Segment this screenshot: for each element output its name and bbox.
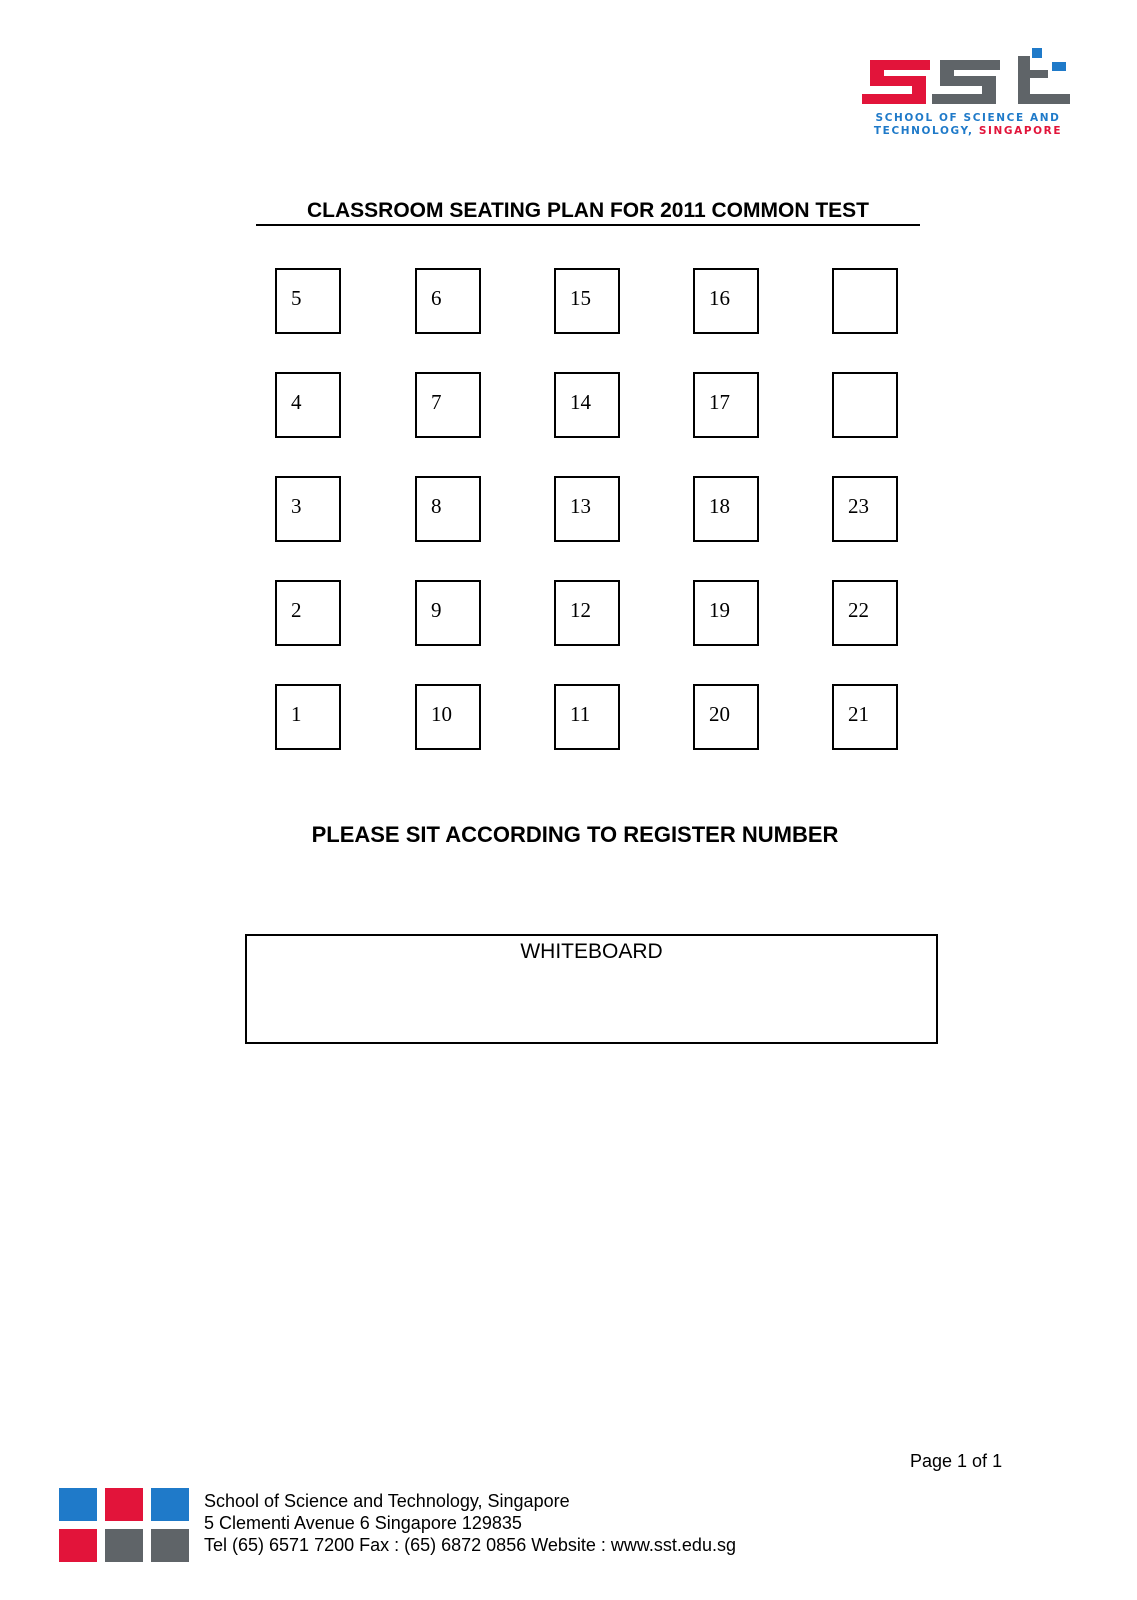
seat-box [275, 268, 341, 334]
seat-box [832, 684, 898, 750]
seat-number: 15 [570, 286, 591, 310]
seating-grid [0, 0, 1137, 760]
whiteboard-label: WHITEBOARD [520, 940, 663, 963]
page-number: Page 1 of 1 [910, 1451, 1003, 1471]
logo-line-1: SCHOOL OF SCIENCE AND [875, 112, 1061, 124]
seat-box [554, 372, 620, 438]
seat-number: 3 [291, 494, 302, 518]
footer-address [204, 1490, 736, 1556]
seat-box [554, 684, 620, 750]
seat-number: 22 [848, 598, 869, 622]
seat-box [693, 268, 759, 334]
whiteboard-box [245, 934, 938, 1044]
seat-number: 19 [709, 598, 730, 622]
seat-box [275, 580, 341, 646]
seat-box [832, 476, 898, 542]
footer-square [105, 1488, 143, 1521]
footer-square [151, 1488, 189, 1521]
seat-number: 13 [570, 494, 591, 518]
seat-number: 16 [709, 286, 730, 310]
seat-number: 9 [431, 598, 442, 622]
logo-line-2-part-2: SINGAPORE [978, 125, 1063, 137]
footer-square [105, 1529, 143, 1562]
seat-number: 10 [431, 702, 452, 726]
seat-box [832, 372, 898, 438]
seat-number: 11 [570, 702, 591, 726]
seat-number: 7 [431, 390, 442, 414]
seat-box [415, 476, 481, 542]
footer-square [151, 1529, 189, 1562]
footer-square [59, 1529, 97, 1562]
seat-number: 14 [570, 390, 591, 414]
seat-number: 4 [291, 390, 302, 414]
seating-notice: PLEASE SIT ACCORDING TO REGISTER NUMBER [311, 822, 839, 847]
seat-number: 18 [709, 494, 730, 518]
footer-school-name: School of Science and Technology, Singapore [204, 1491, 570, 1511]
page-title: CLASSROOM SEATING PLAN FOR 2011 COMMON TEST [256, 198, 920, 226]
footer-square [59, 1488, 97, 1521]
seat-number: 5 [291, 286, 302, 310]
seat-number: 21 [848, 702, 869, 726]
seat-box [415, 372, 481, 438]
seat-box [275, 476, 341, 542]
seat-number: 23 [848, 494, 869, 518]
seat-box [693, 580, 759, 646]
logo-line-2-part-1: TECHNOLOGY, [873, 125, 974, 137]
seat-box [554, 580, 620, 646]
seat-number: 2 [291, 598, 302, 622]
seat-number: 17 [709, 390, 730, 414]
seat-box [415, 684, 481, 750]
seat-number: 8 [431, 494, 442, 518]
seat-number: 12 [570, 598, 591, 622]
seat-box [275, 684, 341, 750]
seat-number: 1 [291, 702, 302, 726]
seat-box [554, 476, 620, 542]
seat-number: 6 [431, 286, 442, 310]
footer-street-address: 5 Clementi Avenue 6 Singapore 129835 [204, 1513, 522, 1533]
footer-contact-line: Tel (65) 6571 7200 Fax : (65) 6872 0856 Website : www.sst.edu.sg [204, 1535, 736, 1555]
seat-box [693, 684, 759, 750]
seat-box [554, 268, 620, 334]
seat-box [415, 268, 481, 334]
seat-box [415, 580, 481, 646]
seat-number: 20 [709, 702, 730, 726]
seat-box [832, 268, 898, 334]
seat-box [275, 372, 341, 438]
seat-box [832, 580, 898, 646]
seat-box [693, 372, 759, 438]
seat-box [693, 476, 759, 542]
